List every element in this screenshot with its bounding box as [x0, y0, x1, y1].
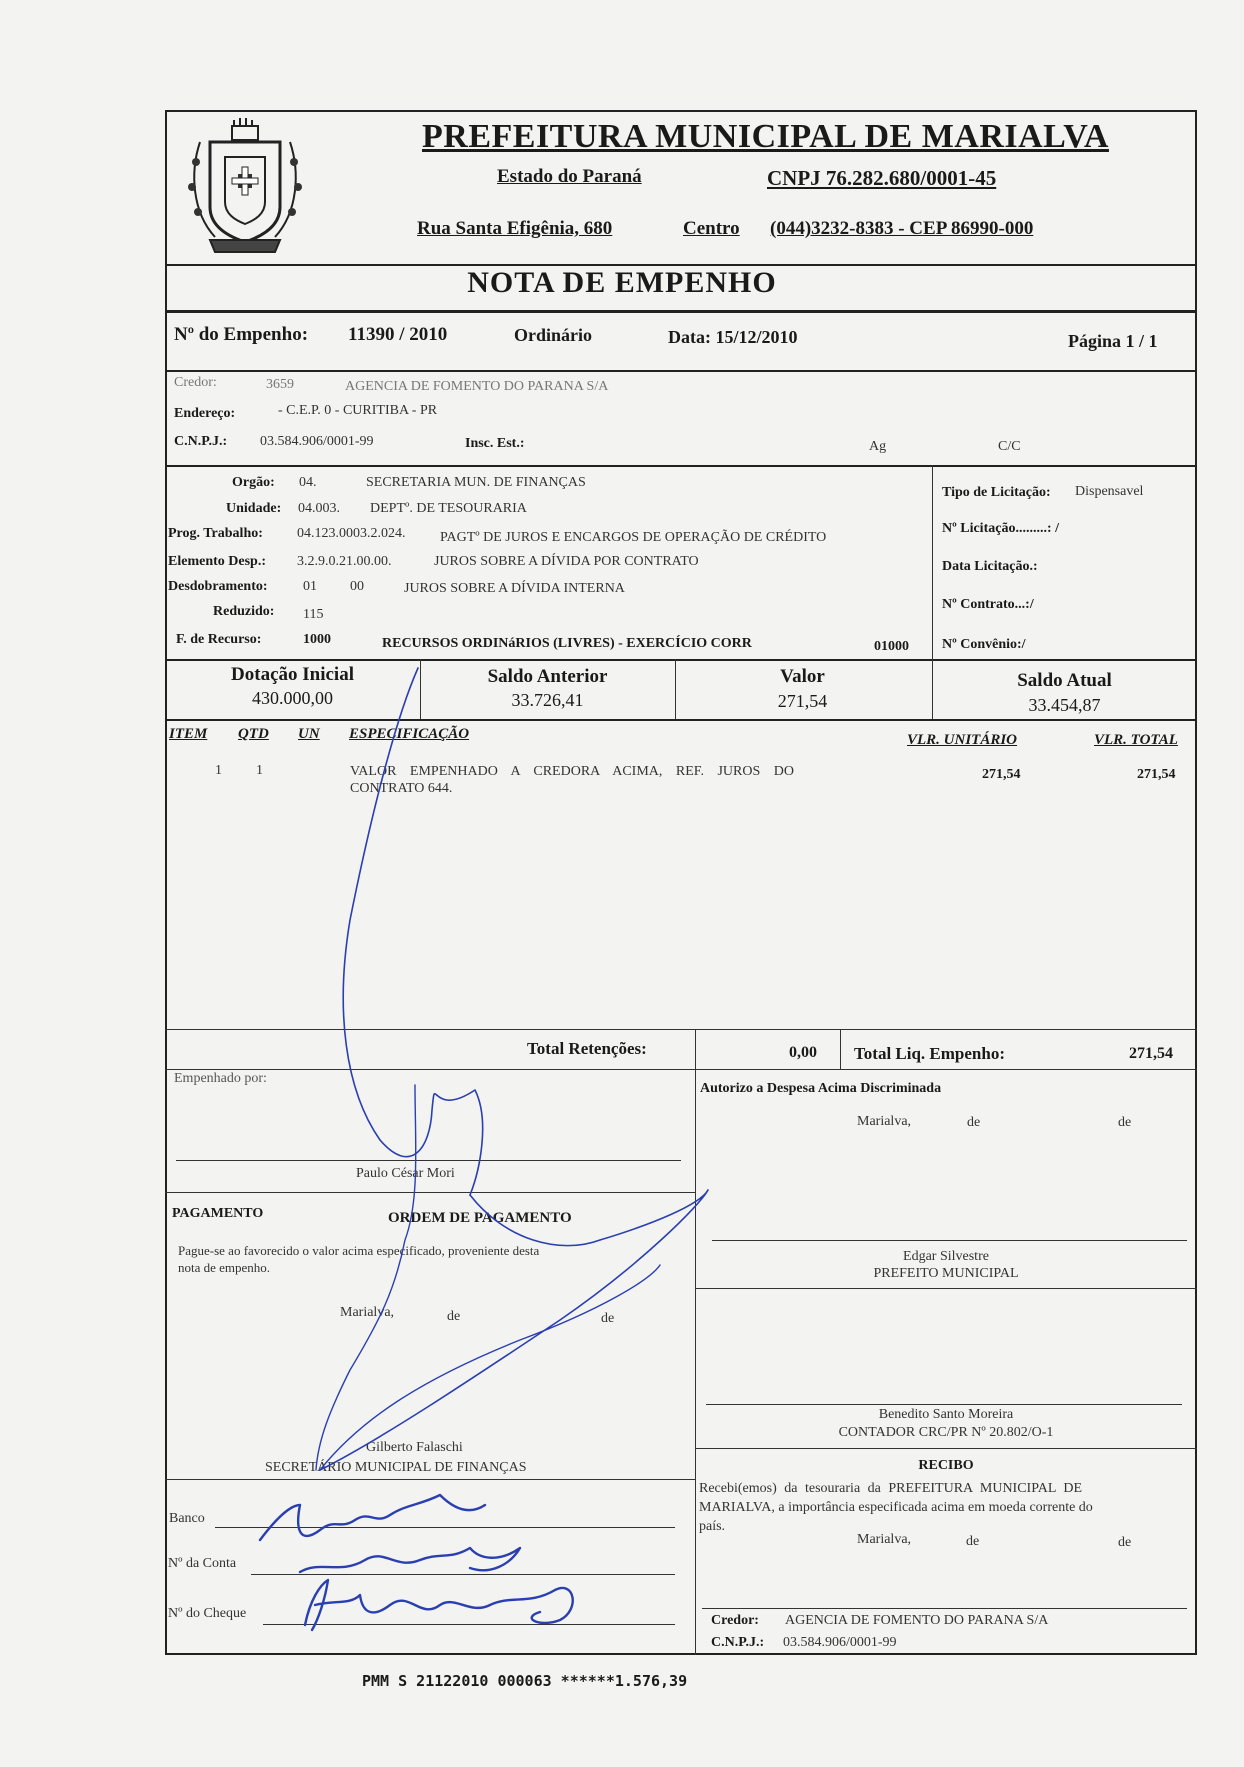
prog-label: Prog. Trabalho: — [168, 526, 263, 541]
elemento-code: 3.2.9.0.21.00.00. — [297, 554, 392, 569]
page-number: Página 1 / 1 — [1068, 331, 1158, 351]
cheque-line[interactable] — [263, 1624, 675, 1625]
divider — [840, 1029, 841, 1069]
recibo-title: RECIBO — [918, 1458, 974, 1473]
secretario-role: SECRETÁRIO MUNICIPAL DE FINANÇAS — [265, 1460, 527, 1475]
ordem-text-2: nota de empenho. — [178, 1260, 271, 1275]
recibo-cnpj-value: 03.584.906/0001-99 — [783, 1635, 897, 1650]
empenho-type: Ordinário — [514, 325, 593, 345]
desdobramento-name: JUROS SOBRE A DÍVIDA INTERNA — [404, 581, 625, 596]
divider — [165, 465, 1197, 467]
orgao-code: 04. — [299, 475, 317, 490]
reduzido-label: Reduzido: — [213, 604, 275, 619]
signature-line — [706, 1404, 1182, 1405]
credor-label: Credor: — [174, 375, 217, 390]
recurso-name: RECURSOS ORDINáRIOS (LIVRES) - EXERCÍCIO CORR — [382, 636, 752, 651]
header-address: Rua Santa Efigênia, 680 — [417, 218, 613, 239]
autorizo-city: Marialva, — [857, 1114, 912, 1129]
secretario-name: Gilberto Falaschi — [366, 1440, 463, 1455]
item-unit-value: 271,54 — [982, 767, 1021, 782]
col-total-value: VLR. TOTAL — [1094, 732, 1178, 748]
item-desc-2: CONTRATO 644. — [350, 781, 453, 796]
recibo-line-1: Recebi(emos) da tesouraria da PREFEITURA MUNICIPAL DE — [699, 1481, 1083, 1496]
recibo-credor-label: Credor: — [711, 1613, 759, 1628]
divider — [165, 310, 1197, 313]
retencoes-value: 0,00 — [789, 1044, 817, 1061]
endereco-label: Endereço: — [174, 406, 236, 421]
empenho-number: 11390 / 2010 — [348, 324, 448, 345]
desdobramento-a: 01 — [303, 579, 317, 594]
divider — [695, 1029, 696, 1069]
ag-label: Ag — [869, 439, 887, 454]
desdobramento-b: 00 — [350, 579, 364, 594]
divider — [165, 1479, 695, 1480]
signature-line — [702, 1608, 1187, 1609]
divider — [165, 1069, 1197, 1070]
col-un: UN — [298, 726, 320, 742]
recurso-code: 1000 — [303, 632, 331, 647]
item-number: 1 — [215, 763, 222, 778]
divider — [695, 1448, 1197, 1449]
divider — [695, 1288, 1197, 1289]
valor-value: 271,54 — [777, 691, 828, 711]
elemento-name: JUROS SOBRE A DÍVIDA POR CONTRATO — [434, 554, 699, 569]
autorizo-de-1: de — [967, 1115, 981, 1130]
pagamento-title: PAGAMENTO — [172, 1206, 264, 1221]
saldo-atual-value: 33.454,87 — [1028, 695, 1101, 715]
header-district: Centro — [683, 218, 740, 239]
divider — [165, 370, 1197, 372]
saldo-atual-label: Saldo Atual — [1017, 670, 1112, 691]
credor-code: 3659 — [266, 377, 294, 392]
divider — [932, 465, 933, 659]
empenhado-name: Paulo César Mori — [356, 1166, 455, 1181]
recibo-line-3: país. — [699, 1519, 726, 1534]
licitacao-number: Nº Licitação.........: / — [942, 521, 1059, 536]
prefeito-role: PREFEITO MUNICIPAL — [873, 1266, 1019, 1281]
unidade-code: 04.003. — [298, 501, 340, 516]
footer-stamp: PMM S 21122010 000063 ******1.576,39 — [362, 1672, 688, 1690]
recibo-cnpj-label: C.N.P.J.: — [711, 1635, 765, 1650]
col-unit-value: VLR. UNITÁRIO — [907, 732, 1018, 748]
liquido-label: Total Liq. Empenho: — [854, 1044, 1005, 1063]
signature-line — [712, 1240, 1187, 1241]
divider — [165, 1192, 695, 1193]
recurso-label: F. de Recurso: — [176, 632, 262, 647]
saldo-anterior-label: Saldo Anterior — [487, 666, 608, 687]
recurso-code-2: 01000 — [874, 639, 909, 654]
licitacao-type-label: Tipo de Licitação: — [942, 485, 1051, 500]
conta-label: Nº da Conta — [168, 1556, 237, 1571]
ordem-city: Marialva, — [340, 1305, 395, 1320]
doc-title: NOTA DE EMPENHO — [467, 266, 777, 299]
signature-line — [176, 1160, 681, 1161]
prog-name: PAGTº DE JUROS E ENCARGOS DE OPERAÇÃO DE CRÉDITO — [440, 530, 827, 545]
banco-label: Banco — [169, 1511, 205, 1526]
prog-code: 04.123.0003.2.024. — [297, 526, 406, 541]
divider — [165, 719, 1197, 721]
reduzido-value: 115 — [303, 607, 324, 622]
unidade-name: DEPTº. DE TESOURARIA — [370, 501, 527, 516]
ordem-de-2: de — [601, 1311, 615, 1326]
recibo-de-1: de — [966, 1534, 980, 1549]
page-title: PREFEITURA MUNICIPAL DE MARIALVA — [422, 118, 1109, 155]
orgao-name: SECRETARIA MUN. DE FINANÇAS — [366, 475, 586, 490]
empenhado-label: Empenhado por: — [174, 1071, 267, 1086]
retencoes-label: Total Retenções: — [527, 1039, 647, 1058]
convenio-number: Nº Convênio:/ — [942, 637, 1026, 652]
item-qtd: 1 — [256, 763, 263, 778]
liquido-value: 271,54 — [1129, 1045, 1173, 1062]
recibo-city: Marialva, — [857, 1532, 912, 1547]
orgao-label: Orgão: — [232, 475, 275, 490]
ordem-de-1: de — [447, 1309, 461, 1324]
empenho-date: Data: 15/12/2010 — [668, 327, 798, 347]
cnpj-label: C.N.P.J.: — [174, 434, 228, 449]
autorizo-de-2: de — [1118, 1115, 1132, 1130]
item-desc-1: VALOR EMPENHADO A CREDORA ACIMA, REF. JUROS DO — [350, 764, 794, 779]
cc-label: C/C — [998, 439, 1021, 454]
col-especificacao: ESPECIFICAÇÃO — [349, 726, 470, 742]
coat-of-arms-logo — [170, 112, 320, 260]
autorizo-label: Autorizo a Despesa Acima Discriminada — [700, 1081, 942, 1096]
licitacao-date: Data Licitação.: — [942, 559, 1038, 574]
credor-cnpj: 03.584.906/0001-99 — [260, 434, 374, 449]
recibo-credor-name: AGENCIA DE FOMENTO DO PARANA S/A — [785, 1613, 1049, 1628]
state-label: Estado do Paraná — [497, 166, 642, 187]
col-item: ITEM — [169, 726, 208, 742]
elemento-label: Elemento Desp.: — [168, 554, 266, 569]
saldo-anterior-value: 33.726,41 — [511, 690, 584, 710]
item-total-value: 271,54 — [1137, 767, 1176, 782]
col-qtd: QTD — [238, 726, 269, 742]
dotacao-value: 430.000,00 — [252, 688, 333, 708]
banco-line[interactable] — [215, 1527, 675, 1528]
valor-label: Valor — [780, 666, 825, 687]
header-cnpj: CNPJ 76.282.680/0001-45 — [767, 166, 997, 190]
contrato-number: Nº Contrato...:/ — [942, 597, 1034, 612]
insc-label: Insc. Est.: — [465, 436, 525, 451]
credor-name: AGENCIA DE FOMENTO DO PARANA S/A — [345, 379, 609, 394]
recibo-line-2: MARIALVA, a importância especificada acima em moeda corrente do — [699, 1500, 1093, 1515]
ordem-title: ORDEM DE PAGAMENTO — [388, 1210, 572, 1226]
dotacao-label: Dotação Inicial — [231, 664, 354, 685]
divider — [695, 1069, 696, 1655]
empenho-label: Nº do Empenho: — [174, 324, 309, 345]
ordem-text-1: Pague-se ao favorecido o valor acima especificado, proveniente desta — [178, 1243, 540, 1258]
divider — [165, 1029, 1197, 1030]
desdobramento-label: Desdobramento: — [168, 579, 268, 594]
cheque-label: Nº do Cheque — [168, 1606, 247, 1621]
endereco-value: - C.E.P. 0 - CURITIBA - PR — [278, 403, 438, 418]
contador-name: Benedito Santo Moreira — [878, 1407, 1014, 1422]
recibo-de-2: de — [1118, 1535, 1132, 1550]
contador-role: CONTADOR CRC/PR Nº 20.802/O-1 — [838, 1425, 1054, 1440]
conta-line[interactable] — [251, 1574, 675, 1575]
divider — [165, 659, 1197, 661]
header-phone-cep: (044)3232-8383 - CEP 86990-000 — [770, 218, 1034, 239]
prefeito-name: Edgar Silvestre — [903, 1249, 989, 1264]
unidade-label: Unidade: — [226, 501, 282, 516]
licitacao-type-value: Dispensavel — [1075, 484, 1144, 499]
